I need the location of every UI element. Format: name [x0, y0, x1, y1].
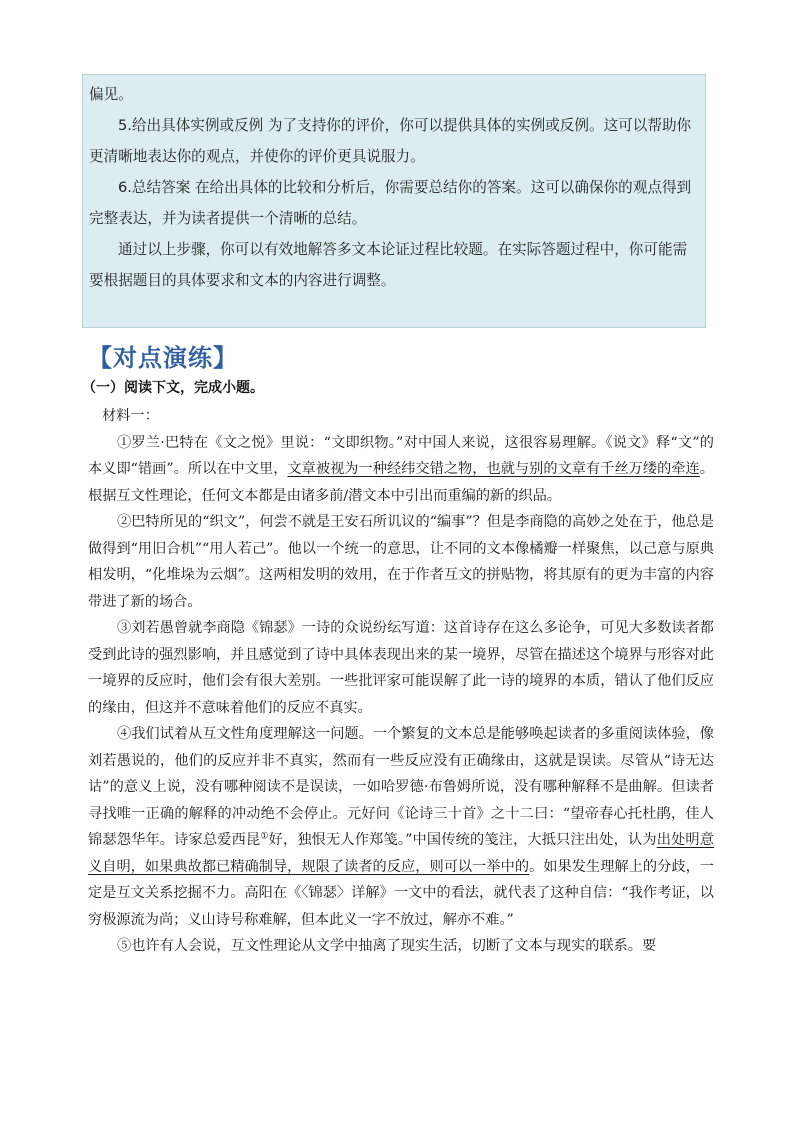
question-title: （一）阅读下文，完成小题。	[82, 380, 264, 396]
tip-paragraph-step-6: 6.总结答案 在给出具体的比较和分析后，你需要总结你的答案。这可以确保你的观点得到完整表达，并为读者提供一个清晰的总结。	[89, 179, 692, 227]
tip-paragraph-summary: 通过以上步骤，你可以有效地解答多文本论证过程比较题。在实际答题过程中，你可能需要根据题目的具体要求和文本的内容进行调整。	[89, 241, 688, 289]
para1-text-b: 。根据互文性理论，任何文本都是由诸多前/潜文本中引出而重编的新的织品。	[88, 461, 714, 504]
para4-text-a: ④我们试着从互文性角度理解这一问题。一个繁复的文本总是能够唤起读者的多重阅读体验，像刘若愚说的，他们的反应并非不真实，然而有一些反应没有正确缘由，这就是误读。尽管从“诗无达诂”的意义上说，没有哪种阅读不是误读，一如哈罗德·布鲁姆所说，没有哪种解释不是曲解。但读者寻找唯一正确的解释的冲动绝不会停止。元好问《论诗三十首》之十二曰：“望帝春心托杜鹃，佳人锦瑟怨华年。诗家总爱西昆	[88, 726, 714, 848]
para4-underlined-sentence: 出处明意义自明，如果典故都已精确制导，规限了读者的反应，则可以一举中的	[88, 832, 714, 875]
passage-paragraph-3: ③刘若愚曾就李商隐《锦瑟》一诗的众说纷纭写道：这首诗存在这么多论争，可见大多数读者都受到此诗的强烈影响，并且感觉到了诗中具体表现出来的某一境界，尽管在描述这个境界与形容对此一境界的反应时，他们会有很大差别。一些批评家可能误解了此一诗的境界的本质，错认了他们反应的缘由，但这并不意味着他们的反应不真实。	[88, 620, 714, 716]
passage-paragraph-1	[88, 430, 714, 510]
section-title: 【对点演练】	[88, 343, 238, 372]
para1-underlined-sentence: 文章被视为一种经纬交错之物，也就与别的文章有千丝万缕的牵连	[287, 461, 700, 477]
reading-passage	[88, 403, 714, 960]
material-label: 材料一：	[102, 408, 159, 424]
tip-paragraph-step-5: 5.给出具体实例或反例 为了支持你的评价，你可以提供具体的实例或反例。这可以帮助你更清晰地表达你的观点，并使你的评价更具说服力。	[89, 117, 692, 165]
passage-paragraph-2: ②巴特所见的“织文”，何尝不就是王安石所讥议的“编事”？但是李商隐的高妙之处在于，他总是做得到“用旧合机”“用人若己”。他以一个统一的意思，让不同的文本像橘瓣一样聚焦，以己意与原典相发明，“化堆垛为云烟”。这两相发明的效用，在于作者互文的拼贴物，将其原有的更为丰富的内容带进了新的场合。	[88, 514, 714, 610]
footnote-marker: ①	[260, 831, 269, 842]
tip-paragraph-1: 偏见。	[89, 86, 133, 103]
method-tip-box	[82, 74, 706, 328]
para4-text-b: 好，独恨无人作郑笺。”中国传统的笺注，大抵只注出处，认为	[268, 832, 657, 848]
passage-paragraph-5: ⑤也许有人会说，互文性理论从文学中抽离了现实生活，切断了文本与现实的联系。要	[117, 938, 657, 954]
para4-text-c: 。如果发生理解上的分歧，一定是互文关系挖掘不力。高阳在《〈锦瑟〉详解》一文中的看法，就代表了这种自信：“我作考证，以穷极源流为尚；义山诗号称难解，但本此义一字不放过，解亦不难。”	[88, 858, 714, 928]
para1-text-a: ①罗兰·巴特在《文之悦》里说：“文即织物。”对中国人来说，这很容易理解。《说文》释“文”的本义即“错画”。所以在中文里，	[88, 434, 714, 477]
passage-paragraph-4	[88, 721, 714, 933]
